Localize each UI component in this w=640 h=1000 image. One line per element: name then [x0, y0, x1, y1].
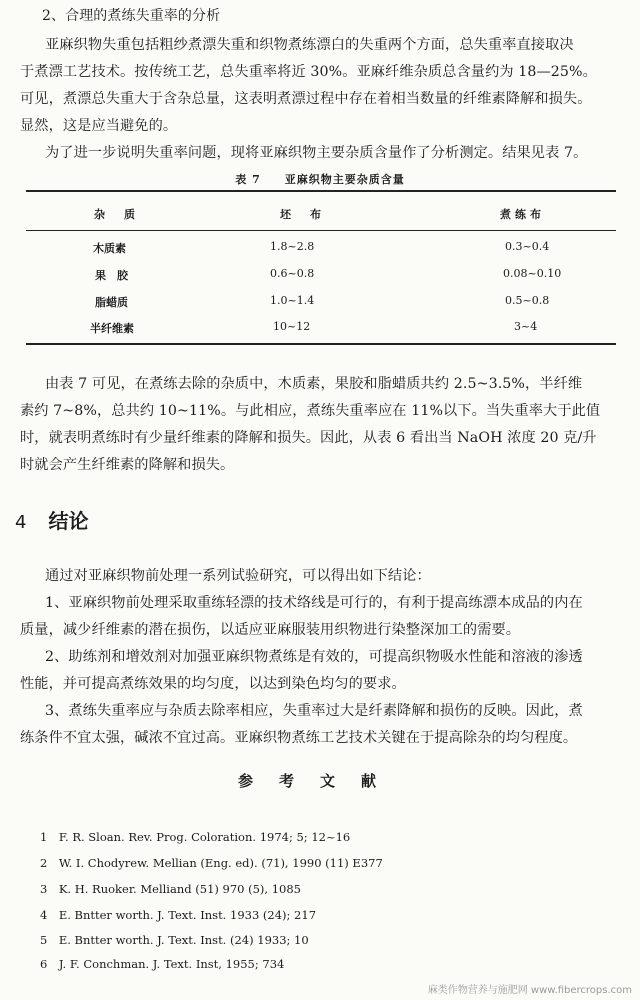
intro-line-1: 亚麻织物失重包括粗纱煮漂失重和织物煮练漂白的失重两个方面，总失重率直接取决: [45, 37, 574, 53]
row-raw-value: 1.0~1.4: [270, 294, 315, 307]
analysis-line-2: 素约 7~8%，总共约 10~11%。与此相应，煮练失重率应在 11%以下。当失重率大于此值: [20, 403, 601, 419]
intro-paragraph-2: 为了进一步说明失重率问题，现将亚麻织物主要杂质含量作了分析测定。结果见表 7。: [45, 145, 588, 161]
row-impurity-name: 半纤维素: [90, 322, 134, 335]
conclusion-item-1-line-1: 1、亚麻织物前处理采取重练轻漂的技术络线是可行的，有利于提高练漂本成品的内在: [45, 595, 583, 611]
reference-item: 5 E. Bntter worth. J. Text. Inst. (24) 1933; 10: [40, 933, 309, 947]
row-boiled-value: 0.08~0.10: [503, 267, 562, 280]
reference-item: 6 J. F. Conchman. J. Text. Inst, 1955; 734: [40, 957, 285, 971]
conclusion-item-2-line-1: 2、助练剂和增效剂对加强亚麻织物煮练是有效的，可提高织物吸水性能和溶液的渗透: [45, 649, 583, 665]
reference-item: 3 K. H. Ruoker. Melliand (51) 970 (5), 1085: [40, 882, 301, 896]
table-caption: 表 7 亚麻织物主要杂质含量: [235, 173, 405, 186]
conclusion-item-3-line-1: 3、煮练失重率应与杂质去除率相应，失重率过大是纤素降解和损伤的反映。因此，煮: [45, 703, 583, 719]
intro-line-2: 于煮漂工艺技术。按传统工艺，总失重率将近 30%。亚麻纤维杂质总含量约为 18—25%。: [20, 64, 597, 80]
row-raw-value: 10~12: [273, 320, 311, 333]
conclusion-title: 结论: [48, 509, 89, 533]
conclusion-number: 4: [15, 512, 27, 533]
section-subheading: 2、合理的煮练失重率的分析: [42, 8, 221, 24]
conclusion-item-2-line-2: 性能，并可提高煮练效果的均匀度，以达到染色均匀的要求。: [20, 676, 406, 692]
table-top-rule: [26, 190, 616, 192]
conclusion-item-1-line-2: 质量，减少纤维素的潜在损伤，以适应亚麻服装用织物进行染整深加工的需要。: [20, 622, 521, 638]
row-impurity-name: 果 胶: [95, 269, 128, 282]
row-boiled-value: 0.3~0.4: [505, 240, 550, 253]
row-impurity-name: 木质素: [93, 242, 126, 255]
reference-item: 4 E. Bntter worth. J. Text. Inst. 1933 (24); 217: [40, 908, 317, 922]
row-boiled-value: 3~4: [514, 320, 538, 333]
conclusion-heading: [15, 505, 88, 534]
table-header-raw-fabric: 坯 布: [280, 208, 325, 221]
conclusion-lead: 通过对亚麻织物前处理一系列试验研究，可以得出如下结论：: [45, 568, 431, 584]
reference-item: 1 F. R. Sloan. Rev. Prog. Coloration. 1974; 5; 12~16: [40, 830, 351, 844]
reference-item: 2 W. I. Chodyrew. Mellian (Eng. ed). (71), 1990 (11) E377: [40, 856, 383, 870]
references-heading: 参考文献: [237, 772, 402, 790]
row-raw-value: 1.8~2.8: [270, 240, 315, 253]
conclusion-item-3-line-2: 练条件不宜太强，碱浓不宜过高。亚麻织物煮练工艺技术关键在于提高除杂的均匀程度。: [20, 730, 578, 746]
table-header-impurity: 杂 质: [94, 208, 139, 221]
analysis-line-1: 由表 7 可见，在煮练去除的杂质中，木质素，果胶和脂蜡质共约 2.5~3.5%，半纤维: [45, 376, 583, 392]
table-bottom-rule: [26, 343, 616, 345]
row-boiled-value: 0.5~0.8: [505, 294, 550, 307]
analysis-line-3: 时，就表明煮练时有少量纤维素的降解和损失。因此，从表 6 看出当 NaOH 浓度 20 克/升: [20, 430, 597, 446]
intro-line-3: 可见，煮漂总失重大于含杂总量，这表明煮漂过程中存在着相当数量的纤维素降解和损失。: [20, 91, 592, 107]
analysis-line-4: 时就会产生纤维素的降解和损失。: [20, 457, 235, 473]
row-raw-value: 0.6~0.8: [270, 267, 315, 280]
row-impurity-name: 脂蜡质: [95, 296, 128, 309]
table-header-boiled-fabric: 煮练布: [500, 208, 545, 221]
intro-line-4: 显然，这是应当避免的。: [20, 118, 178, 134]
watermark: 麻类作物营养与施肥网 www.fibercrops.com: [427, 985, 632, 996]
table-header-rule: [26, 230, 616, 231]
